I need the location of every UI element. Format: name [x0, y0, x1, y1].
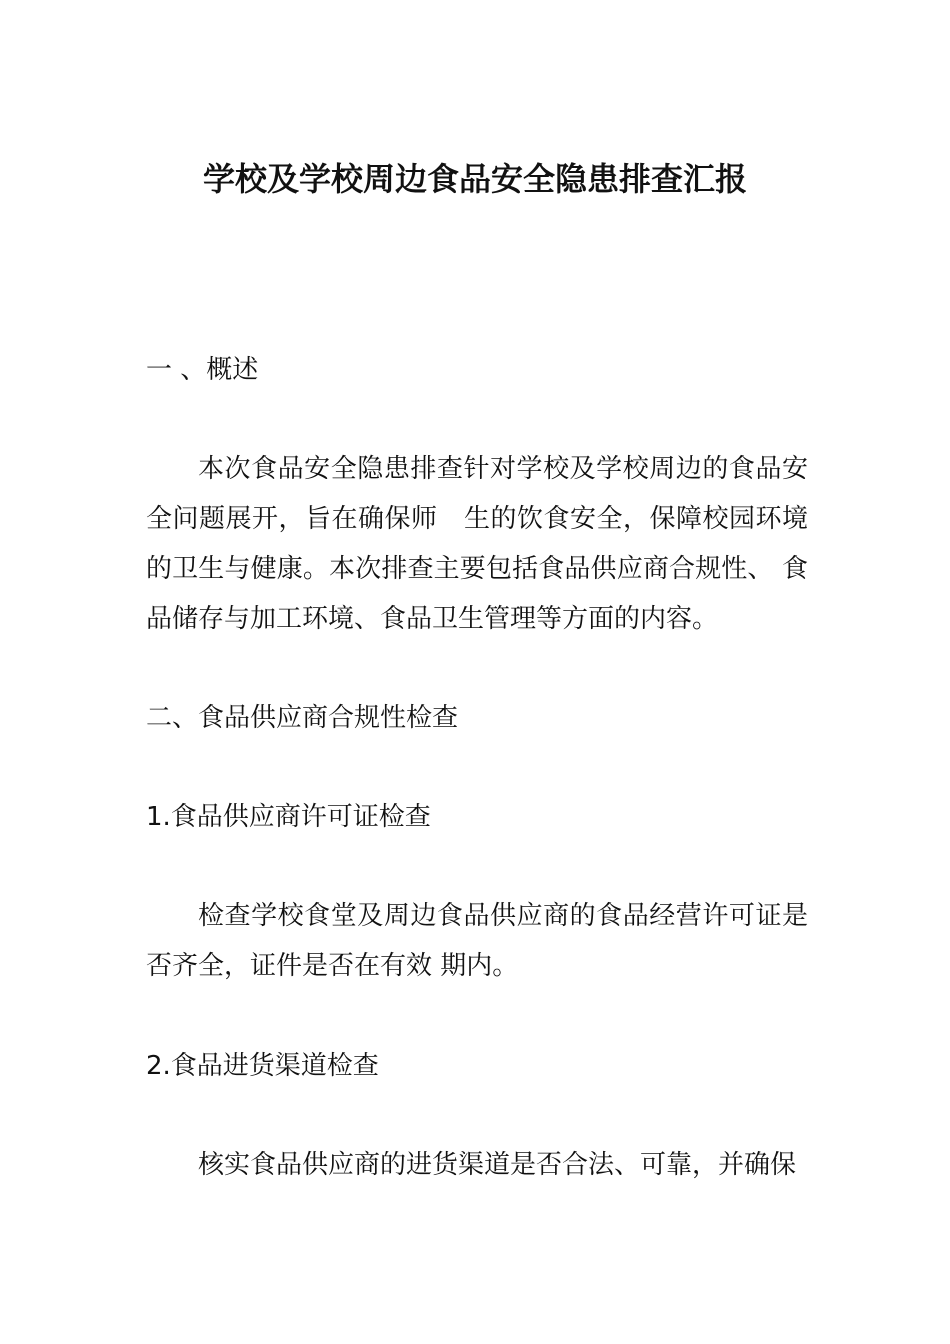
subsection-heading-purchase-channel: 2.食品进货渠道检查 — [146, 1051, 379, 1081]
section-heading-overview: 一 、概述 — [146, 355, 259, 385]
subsection-heading-license-check: 1.食品供应商许可证检查 — [146, 802, 431, 832]
purchase-channel-paragraph: 核实食品供应商的进货渠道是否合法、可靠，并确保 — [198, 1150, 797, 1180]
overview-paragraph: 本次食品安全隐患排查针对学校及学校周边的食品安全问题展开，旨在确保师 生的饮食安全，保障校园环境的卫生与健康。本次排查主要包括食品供应商合规性、 食品储存与加工环境、食品卫生管理等方面的内容。 — [146, 454, 808, 634]
document-title: 学校及学校周边食品安全隐患排查汇报 — [202, 160, 747, 198]
license-check-paragraph: 检查学校食堂及周边食品供应商的食品经营许可证是否齐全，证件是否在有效 期内。 — [146, 901, 808, 981]
section-heading-supplier-compliance: 二、食品供应商合规性检查 — [146, 703, 459, 733]
